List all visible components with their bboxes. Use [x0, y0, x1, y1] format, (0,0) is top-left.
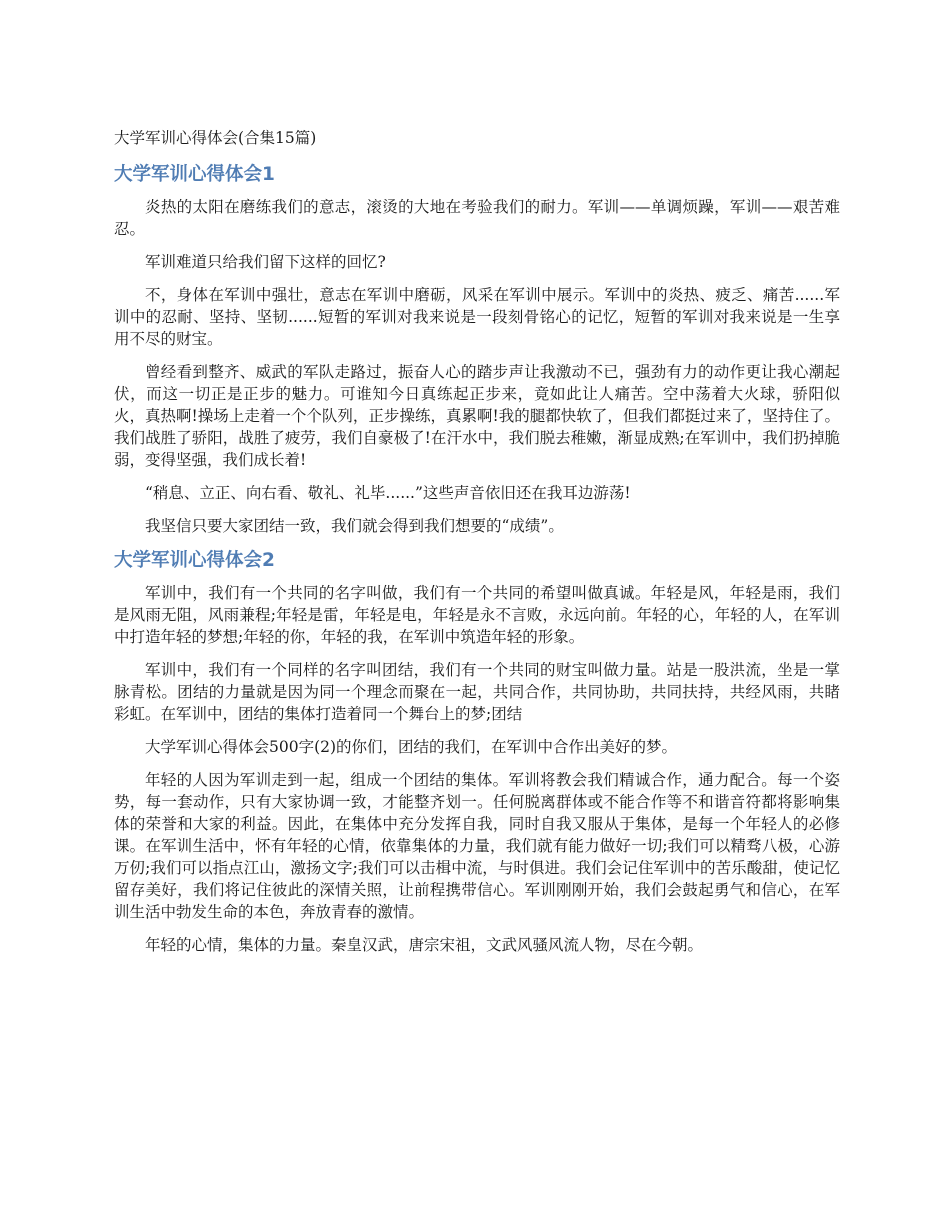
document-title: 大学军训心得体会(合集15篇) [114, 129, 317, 147]
paragraph: 炎热的太阳在磨练我们的意志，滚烫的大地在考验我们的耐力。军训——单调烦躁，军训——艰苦难忍。 [114, 198, 840, 238]
paragraph: 军训难道只给我们留下这样的回忆? [145, 253, 386, 271]
paragraph: 大学军训心得体会500字(2)的你们，团结的我们，在军训中合作出美好的梦。 [145, 738, 678, 756]
paragraph: 军训中，我们有一个共同的名字叫做，我们有一个共同的希望叫做真诚。年轻是风，年轻是雨，我们是风雨无阻，风雨兼程;年轻是雷，年轻是电，年轻是永不言败，永远向前。年轻的心，年轻的人，在军训中打造年轻的梦想;年轻的你，年轻的我，在军训中筑造年轻的形象。 [114, 584, 840, 646]
paragraph: 我坚信只要大家团结一致，我们就会得到我们想要的“成绩”。 [145, 517, 564, 535]
document-page [114, 126, 840, 967]
paragraph: 不，身体在军训中强壮，意志在军训中磨砺，风采在军训中展示。军训中的炎热、疲乏、痛苦......军训中的忍耐、坚持、坚韧......短暂的军训对我来说是一段刻骨铭心的记忆，短暂的军训对我来说是一生享用不尽的财宝。 [114, 286, 840, 348]
section-2 [114, 548, 840, 956]
paragraph: 军训中，我们有一个同样的名字叫团结，我们有一个共同的财宝叫做力量。站是一股洪流，坐是一掌脉青松。团结的力量就是因为同一个理念而聚在一起，共同合作，共同协助，共同扶持，共经风雨，共睹彩虹。在军训中，团结的集体打造着同一个舞台上的梦;团结 [114, 661, 840, 723]
paragraph: 年轻的心情，集体的力量。秦皇汉武，唐宗宋祖，文武风骚风流人物，尽在今朝。 [145, 936, 704, 954]
section-heading: 大学军训心得体会2 [114, 550, 275, 571]
section-1 [114, 162, 840, 537]
section-heading: 大学军训心得体会1 [114, 164, 275, 185]
paragraph: 年轻的人因为军训走到一起，组成一个团结的集体。军训将教会我们精诚合作，通力配合。每一个姿势，每一套动作，只有大家协调一致，才能整齐划一。任何脱离群体或不能合作等不和谐音符都将影响集体的荣誉和大家的利益。因此，在集体中充分发挥自我，同时自我又服从于集体，是每一个年轻人的必修课。在军训生活中，怀有年轻的心情，依靠集体的力量，我们就有能力做好一切;我们可以精骛八极，心游万仞;我们可以指点江山，激扬文字;我们可以击楫中流，与时俱进。我们会记住军训中的苦乐酸甜，使记忆留存美好，我们将记住彼此的深情关照，让前程携带信心。军训刚刚开始，我们会鼓起勇气和信心，在军训生活中勃发生命的本色，奔放青春的激情。 [114, 771, 840, 921]
paragraph: “稍息、立正、向右看、敬礼、礼毕......”这些声音依旧还在我耳边游荡! [145, 484, 631, 502]
paragraph: 曾经看到整齐、威武的军队走路过，振奋人心的踏步声让我激动不已，强劲有力的动作更让我心潮起伏，而这一切正是正步的魅力。可谁知今日真练起正步来，竟如此让人痛苦。空中荡着大火球，骄阳似火，真热啊!操场上走着一个个队列，正步操练，真累啊!我的腿都快软了，但我们都挺过来了，坚持住了。我们战胜了骄阳，战胜了疲劳，我们自豪极了!在汗水中，我们脱去稚嫩，渐显成熟;在军训中，我们扔掉脆弱，变得坚强，我们成长着! [114, 363, 840, 469]
